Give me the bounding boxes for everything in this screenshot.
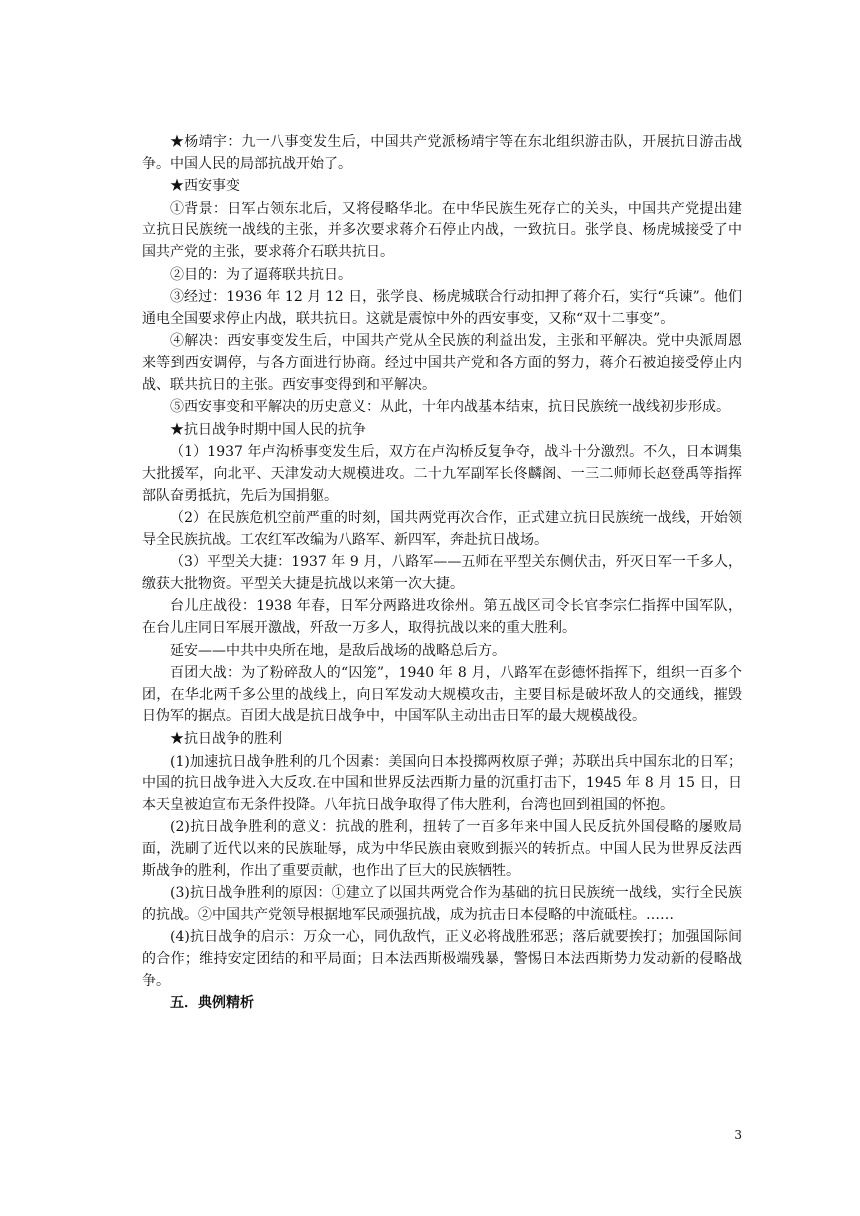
paragraph-united-front: （2）在民族危机空前严重的时刻，国共两党再次合作，正式建立抗日民族统一战线，开始领导全民族抗战。工农红军改编为八路军、新四军，奔赴抗日战场。 <box>142 510 742 548</box>
page-number: 3 <box>734 1128 742 1142</box>
paragraph-purpose: ②目的：为了逼蒋联共抗日。 <box>170 266 352 283</box>
paragraph-background: ①背景：日军占领东北后，又将侵略华北。在中华民族生死存亡的关头，中国共产党提出建立抗日民族统一战线的主张，并多次要求蒋介石停止内战，一致抗日。张学良、杨虎城接受了中国共产党的主张，要求蒋介石联共抗日。 <box>142 200 742 260</box>
paragraph-lessons: (4)抗日战争的启示：万众一心，同仇敌忾，正义必将战胜邪恶；落后就要挨打；加强国际间的合作；维持安定团结的和平局面；日本法西斯极端残暴，警惕日本法西斯势力发动新的侵略战争。 <box>142 929 742 989</box>
paragraph-process: ③经过：1936 年 12 月 12 日，张学良、杨虎城联合行动扣押了蒋介石，实行“兵谏”。他们通电全国要求停止内战，联共抗日。这就是震惊中外的西安事变，又称“双十二事变”。 <box>142 289 742 327</box>
paragraph-pingxingguan: （3）平型关大捷：1937 年 9 月，八路军——五师在平型关东侧伏击，歼灭日军一千多人，缴获大批物资。平型关大捷是抗战以来第一次大捷。 <box>142 554 742 592</box>
paragraph-yang-jingyu: ★杨靖宇：九一八事变发生后，中国共产党派杨靖宇等在东北组织游击队，开展抗日游击战争。中国人民的局部抗战开始了。 <box>142 134 742 172</box>
paragraph-lugou-bridge: （1）1937 年卢沟桥事变发生后，双方在卢沟桥反复争夺，战斗十分激烈。不久，日本调集大批援军，向北平、天津发动大规模进攻。二十九军副军长佟麟阁、一三二师师长赵登禹等指挥部队奋勇抵抗，先后为国捐躯。 <box>142 444 742 504</box>
document-body <box>142 132 742 1016</box>
section-heading-examples: 五．典例精析 <box>170 995 254 1012</box>
heading-xian-incident: ★西安事变 <box>170 178 240 195</box>
paragraph-victory-reasons: (3)抗日战争胜利的原因：①建立了以国共两党合作为基础的抗日民族统一战线，实行全民族的抗战。②中国共产党领导根据地军民顽强抗战，成为抗击日本侵略的中流砥柱。…… <box>142 885 742 923</box>
paragraph-taierzhuang: 台儿庄战役：1938 年春，日军分两路进攻徐州。第五战区司令长官李宗仁指挥中国军队，在台儿庄同日军展开激战，歼敌一万多人，取得抗战以来的重大胜利。 <box>142 598 742 637</box>
paragraph-hundred-regiments: 百团大战：为了粉碎敌人的“囚笼”，1940 年 8 月，八路军在彭德怀指挥下，组织一百多个团，在华北两千多公里的战线上，向日军发动大规模攻击，主要目标是破坏敌人的交通线，摧毁日伪军的据点。百团大战是抗日战争中，中国军队主动出击日军的最大规模战役。 <box>142 665 742 725</box>
heading-victory: ★抗日战争的胜利 <box>170 731 282 748</box>
heading-resistance: ★抗日战争时期中国人民的抗争 <box>170 421 366 438</box>
paragraph-significance: ⑤西安事变和平解决的历史意义：从此，十年内战基本结束，抗日民族统一战线初步形成。 <box>170 399 730 416</box>
paragraph-victory-meaning: (2)抗日战争胜利的意义：抗战的胜利，扭转了一百多年来中国人民反抗外国侵略的屡败局面，洗刷了近代以来的民族耻辱，成为中华民族由衰败到振兴的转折点。中国人民为世界反法西斯战争的胜利，作出了重要贡献，也作出了巨大的民族牺牲。 <box>142 819 742 879</box>
paragraph-resolution: ④解决：西安事变发生后，中国共产党从全民族的利益出发，主张和平解决。党中央派周恩来等到西安调停，与各方面进行协商。经过中国共产党和各方面的努力，蒋介石被迫接受停止内战、联共抗日的主张。西安事变得到和平解决。 <box>142 333 742 393</box>
paragraph-victory-factors: (1)加速抗日战争胜利的几个因素：美国向日本投掷两枚原子弹；苏联出兵中国东北的日军；中国的抗日战争进入大反攻.在中国和世界反法西斯力量的沉重打击下，1945 年 8 月 15 日，日本天皇被迫宣布无条件投降。八年抗日战争取得了伟大胜利，台湾也回到祖国的怀抱。 <box>142 753 742 813</box>
paragraph-yanan: 延安——中共中央所在地，是敌后战场的战略总后方。 <box>170 642 506 659</box>
